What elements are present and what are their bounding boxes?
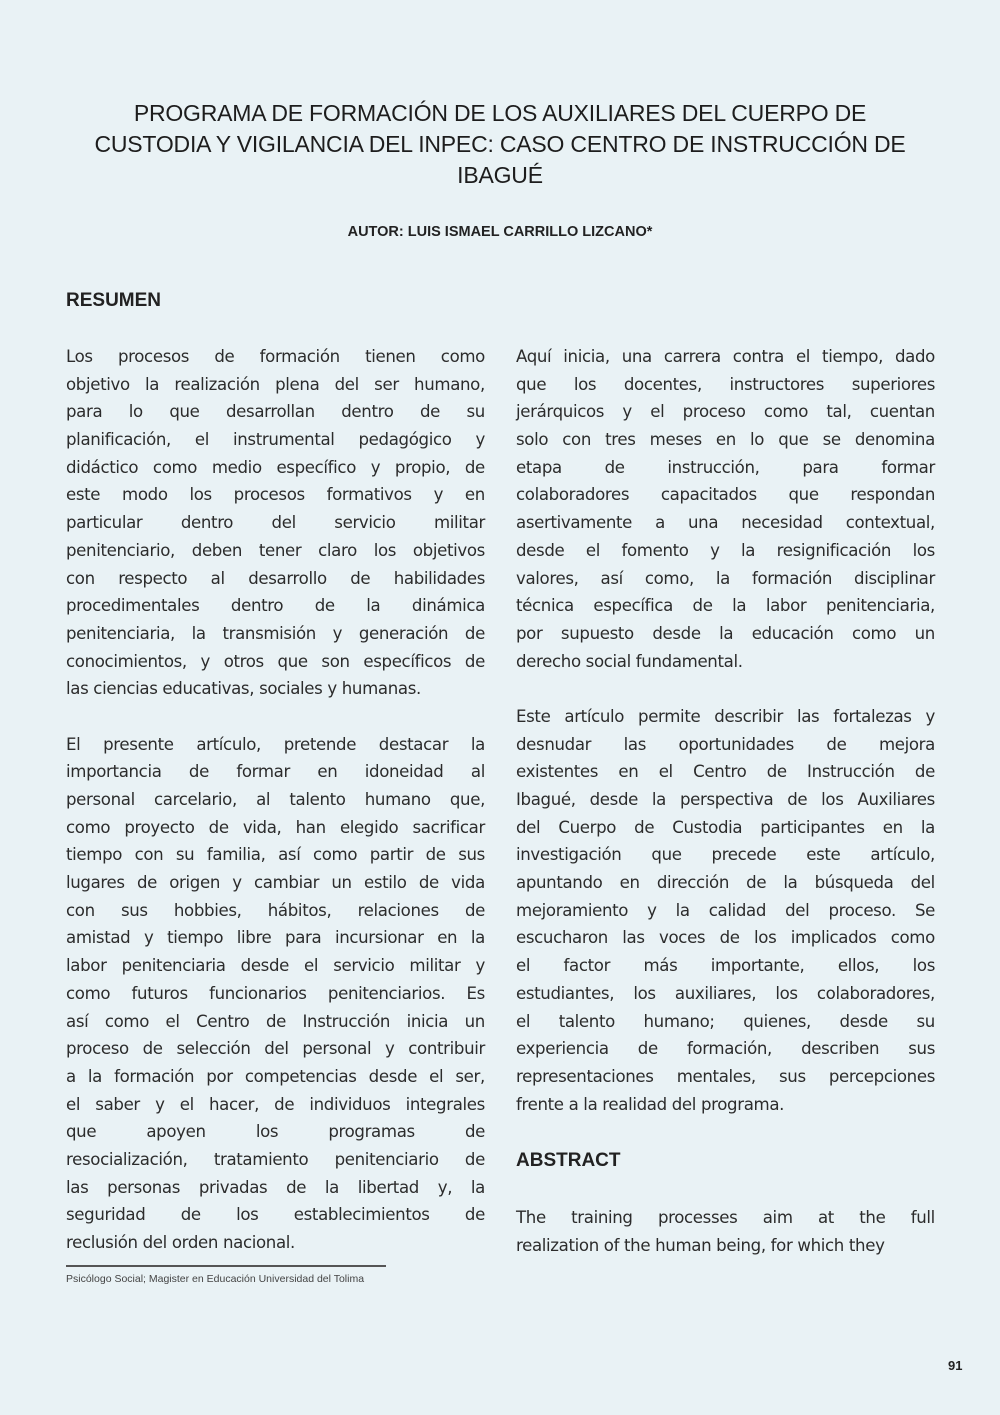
author-line: AUTOR: LUIS ISMAEL CARRILLO LIZCANO* <box>347 224 653 240</box>
text-line: las ciencias educativas, sociales y humanas. <box>66 679 421 699</box>
text-line: lugares de origen y cambiar un estilo de vida <box>66 873 485 893</box>
paragraph <box>516 703 935 1118</box>
text-line: existentes en el Centro de Instrucción de <box>516 762 935 782</box>
text-line: con sus hobbies, hábitos, relaciones de <box>66 900 485 920</box>
text-line: reclusión del orden nacional. <box>66 1233 295 1252</box>
text-line: las personas privadas de la libertad y, la <box>66 1177 485 1197</box>
page-number: 91 <box>948 1358 963 1373</box>
text-line: Aquí inicia, una carrera contra el tiempo, dado <box>516 347 935 366</box>
text-line: resocialización, tratamiento penitenciario de <box>66 1149 485 1169</box>
text-line: valores, así como, la formación disciplinar <box>516 568 935 588</box>
text-line: realization of the human being, for which they <box>516 1235 885 1255</box>
text-line: que apoyen los programas de <box>66 1122 485 1142</box>
footnote: Psicólogo Social; Magister en Educación Universidad del Tolima <box>66 1273 365 1285</box>
text-line: este modo los procesos formativos y en <box>66 485 485 505</box>
text-line: apuntando en dirección de la búsqueda del <box>516 873 935 893</box>
text-line: Este artículo permite describir las fortalezas y <box>516 706 935 726</box>
text-line: como proyecto de vida, han elegido sacrificar <box>66 817 485 837</box>
title-line: PROGRAMA DE FORMACIÓN DE LOS AUXILIARES DEL CUERPO DE <box>133 100 867 126</box>
footnote-divider <box>66 1265 386 1267</box>
text-line: que los docentes, instructores superiores <box>516 374 935 394</box>
text-line: experiencia de formación, describen sus <box>516 1039 935 1059</box>
text-line: técnica específica de la labor penitenciaria, <box>516 596 935 616</box>
text-line: proceso de selección del personal y contribuir <box>66 1039 485 1059</box>
text-line: mejoramiento y la calidad del proceso. Se <box>516 900 935 920</box>
text-line: solo con tres meses en lo que se denomina <box>516 430 935 450</box>
text-line: objetivo la realización plena del ser humano, <box>66 374 485 394</box>
text-line: frente a la realidad del programa. <box>516 1094 785 1114</box>
text-line: desde el fomento y la resignificación los <box>516 540 935 560</box>
text-line: The training processes aim at the full <box>516 1208 935 1227</box>
paragraph <box>66 731 485 1257</box>
text-line: jerárquicos y el proceso como tal, cuentan <box>516 402 935 422</box>
paragraph <box>66 343 485 703</box>
text-line: colaboradores capacitados que respondan <box>516 485 935 505</box>
text-line: asertivamente a una necesidad contextual, <box>516 513 935 533</box>
text-line: etapa de instrucción, para formar <box>516 457 935 477</box>
text-line: del Cuerpo de Custodia participantes en la <box>516 817 935 837</box>
text-line: con respecto al desarrollo de habilidades <box>66 568 485 588</box>
left-column <box>66 343 485 1257</box>
text-line: estudiantes, los auxiliares, los colaboradores, <box>516 983 935 1003</box>
text-line: planificación, el instrumental pedagógico y <box>66 430 485 450</box>
text-line: labor penitenciaria desde el servicio militar y <box>66 956 485 976</box>
text-line: para lo que desarrollan dentro de su <box>66 402 485 422</box>
abstract-text <box>516 1204 935 1259</box>
abstract-heading: ABSTRACT <box>516 1150 621 1171</box>
text-line: amistad y tiempo libre para incursionar en la <box>66 928 485 948</box>
text-line: el saber y el hacer, de individuos integrales <box>66 1094 485 1114</box>
resumen-heading: RESUMEN <box>66 290 162 311</box>
text-line: penitenciario, deben tener claro los objetivos <box>66 540 485 560</box>
text-line: desnudar las oportunidades de mejora <box>516 734 935 754</box>
text-line: el talento humano; quienes, desde su <box>516 1011 935 1031</box>
text-line: seguridad de los establecimientos de <box>66 1205 485 1225</box>
text-line: procedimentales dentro de la dinámica <box>66 596 485 616</box>
text-line: por supuesto desde la educación como un <box>516 623 935 643</box>
text-line: escucharon las voces de los implicados como <box>516 928 935 948</box>
text-line: personal carcelario, al talento humano que, <box>66 790 485 809</box>
text-line: investigación que precede este artículo, <box>516 845 935 865</box>
text-line: tiempo con su familia, así como partir de sus <box>66 845 485 865</box>
paragraph <box>516 343 935 675</box>
title-line: IBAGUÉ <box>457 162 543 188</box>
text-line: penitenciaria, la transmisión y generación de <box>66 623 485 643</box>
text-line: representaciones mentales, sus percepciones <box>516 1066 935 1086</box>
right-column <box>516 343 935 1118</box>
text-line: El presente artículo, pretende destacar la <box>66 734 485 754</box>
text-line: conocimientos, y otros que son específicos de <box>66 651 485 671</box>
article-title <box>60 98 940 191</box>
text-line: el factor más importante, ellos, los <box>516 956 935 976</box>
text-line: así como el Centro de Instrucción inicia un <box>66 1011 485 1031</box>
text-line: importancia de formar en idoneidad al <box>66 762 485 782</box>
text-line: derecho social fundamental. <box>516 651 743 671</box>
text-line: Ibagué, desde la perspectiva de los Auxiliares <box>516 790 935 809</box>
text-line: a la formación por competencias desde el ser, <box>66 1066 485 1086</box>
title-line: CUSTODIA Y VIGILANCIA DEL INPEC: CASO CENTRO DE INSTRUCCIÓN DE <box>94 131 906 157</box>
text-line: particular dentro del servicio militar <box>66 513 485 533</box>
text-line: como futuros funcionarios penitenciarios. Es <box>66 983 485 1003</box>
text-line: Los procesos de formación tienen como <box>66 347 485 366</box>
text-line: didáctico como medio específico y propio, de <box>66 457 485 477</box>
